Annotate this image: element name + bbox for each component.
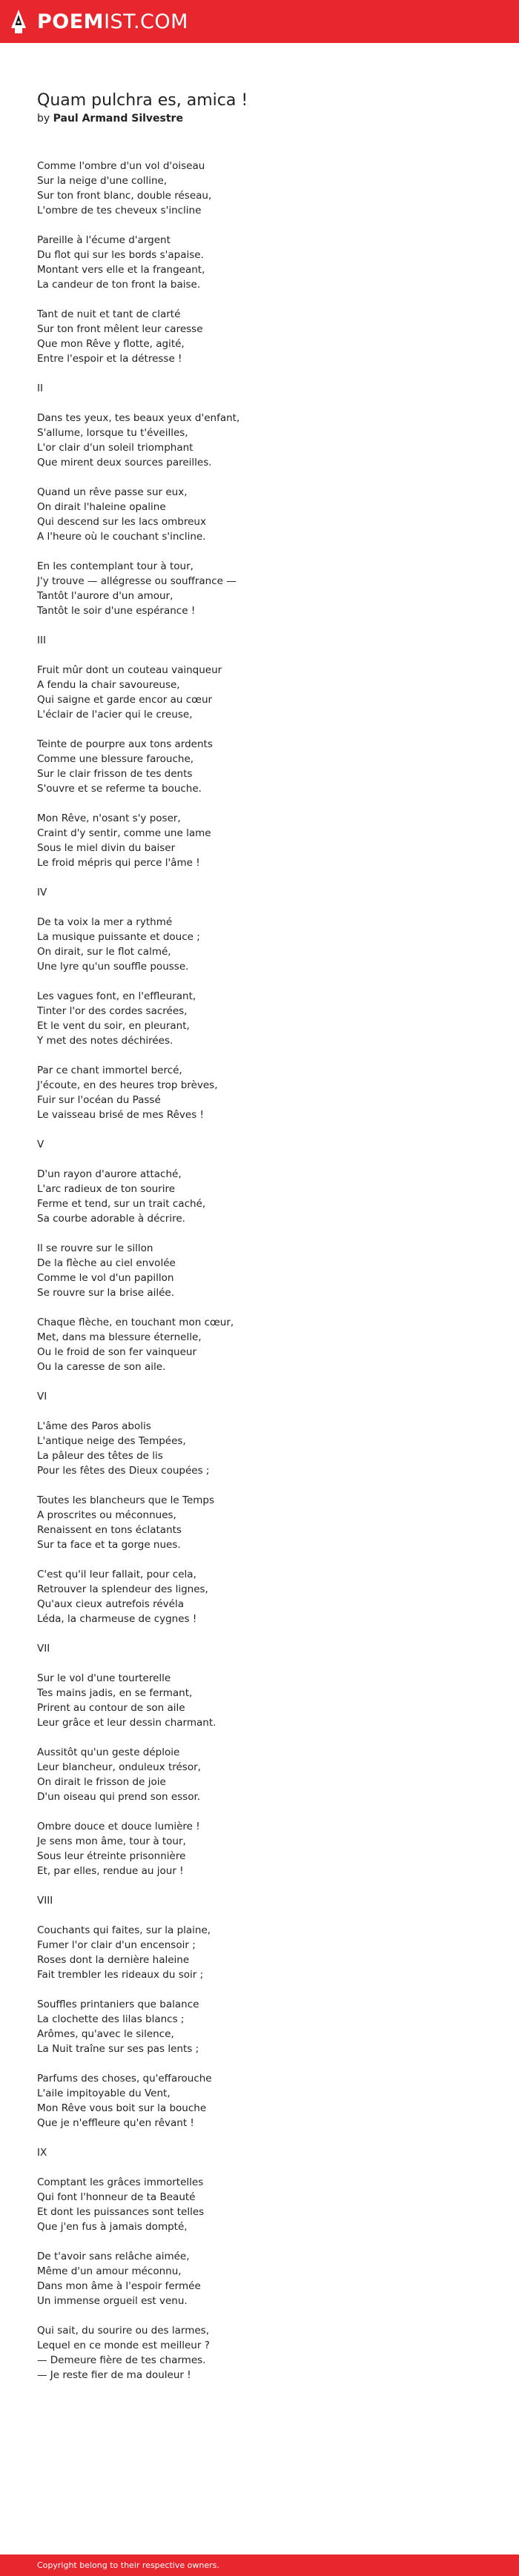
stanza (37, 559, 482, 618)
poem-line: Ou la caresse de son aile. (37, 1361, 166, 1373)
poem-line: Fruit mûr dont un couteau vainqueur (37, 664, 222, 676)
poem-line: S'allume, lorsque tu t'éveilles, (37, 427, 188, 439)
poem-line: Ou le froid de son fer vainqueur (37, 1346, 197, 1358)
poem-line: Comme une blessure farouche, (37, 753, 194, 765)
poem-line: Renaissent en tons éclatants (37, 1524, 182, 1536)
stanza (37, 411, 482, 470)
poem-line: L'or clair d'un soleil triomphant (37, 442, 194, 454)
poem-line: Dans mon âme à l'espoir fermée (37, 2280, 201, 2292)
poem-line: Y met des notes déchirées. (37, 1035, 173, 1047)
poem-line: Un immense orgueil est venu. (37, 2295, 188, 2307)
poem-line: Teinte de pourpre aux tons ardents (37, 738, 213, 750)
poem-line: On dirait, sur le flot calmé, (37, 946, 171, 958)
poem-line: Pareille à l'écume d'argent (37, 234, 171, 246)
poem-line: L'arc radieux de ton sourire (37, 1183, 176, 1195)
poem-line: Se rouvre sur la brise ailée. (37, 1287, 174, 1299)
stanza (37, 1419, 482, 1478)
poem-line: Souffles printaniers que balance (37, 1999, 199, 2010)
poem-line: Ferme et tend, sur un trait caché, (37, 1198, 206, 1210)
poem-line: D'un oiseau qui prend son essor. (37, 1791, 201, 1803)
stanza (37, 307, 482, 366)
stanza (37, 2249, 482, 2308)
byline-label: by (37, 113, 50, 125)
poem-line: Sur la neige d'une colline, (37, 175, 168, 187)
section-number: IX (37, 2147, 47, 2159)
poem-line: L'antique neige des Tempées, (37, 1435, 186, 1447)
section-number: IV (37, 887, 47, 898)
section-number: II (37, 383, 43, 394)
poem-line: Roses dont la dernière haleine (37, 1954, 190, 1966)
poem-line: Parfums des choses, qu'effarouche (37, 2073, 212, 2085)
poem-line: L'éclair de l'acier qui le creuse, (37, 709, 193, 721)
section-number: VII (37, 1643, 50, 1655)
poem-line: Il se rouvre sur le sillon (37, 1242, 153, 1254)
poem-line: J'y trouve — allégresse ou souffrance — (37, 575, 237, 587)
poem-line: La candeur de ton front la baise. (37, 279, 201, 291)
poem-line: Le froid mépris qui perce l'âme ! (37, 857, 200, 869)
poem-line: A l'heure où le couchant s'incline. (37, 531, 206, 543)
stanza (37, 1567, 482, 1626)
poem-line: S'ouvre et se referme ta bouche. (37, 783, 202, 795)
poem-line: L'ombre de tes cheveux s'incline (37, 205, 202, 216)
stanza (37, 485, 482, 544)
logo-wordmark-bold: POEM (37, 10, 105, 33)
stanza (37, 1745, 482, 1804)
poem-line: Par ce chant immortel bercé, (37, 1064, 182, 1076)
stanza (37, 915, 482, 974)
section-number: V (37, 1139, 44, 1150)
poem-line: Ombre douce et douce lumière ! (37, 1821, 200, 1832)
stanza (37, 1923, 482, 1982)
poem-byline (37, 113, 482, 125)
poem-line: On dirait l'haleine opaline (37, 501, 166, 513)
stanza (37, 1167, 482, 1226)
poem-line: Sur ton front mêlent leur caresse (37, 323, 203, 335)
poem-line: Met, dans ma blessure éternelle, (37, 1331, 202, 1343)
poem-line: De t'avoir sans relâche aimée, (37, 2251, 190, 2262)
poem-line: Sous leur étreinte prisonnière (37, 1850, 186, 1862)
poem-line: La musique puissante et douce ; (37, 931, 200, 943)
stanza (37, 2175, 482, 2234)
poem-line: Comptant les grâces immortelles (37, 2176, 204, 2188)
poem-line: Fait trembler les rideaux du soir ; (37, 1969, 204, 1981)
poem-line: Mon Rêve, n'osant s'y poser, (37, 812, 181, 824)
stanza (37, 1997, 482, 2056)
poem-line: Sa courbe adorable à décrire. (37, 1213, 185, 1225)
site-header (0, 0, 519, 43)
poem-line: Tant de nuit et tant de clarté (37, 308, 181, 320)
stanza (37, 2323, 482, 2383)
poem-line: Montant vers elle et la frangeant, (37, 264, 205, 276)
section-number: VI (37, 1391, 47, 1403)
poem-line: Toutes les blancheurs que le Temps (37, 1494, 215, 1506)
poem-line: Les vagues font, en l'effleurant, (37, 990, 196, 1002)
poem-line: Que je n'effleure qu'en rêvant ! (37, 2117, 194, 2129)
poem-line: En les contemplant tour à tour, (37, 560, 194, 572)
poem-line: On dirait le frisson de joie (37, 1776, 166, 1788)
poem-line: Prirent au contour de son aile (37, 1702, 185, 1714)
poem-line: Pour les fêtes des Dieux coupées ; (37, 1465, 210, 1477)
poem-line: — Demeure fière de tes charmes. (37, 2354, 206, 2366)
poem-line: Sur le vol d'une tourterelle (37, 1672, 171, 1684)
poem-line: Léda, la charmeuse de cygnes ! (37, 1613, 197, 1625)
poem-line: De ta voix la mer a rythmé (37, 916, 173, 928)
poem-line: Fuir sur l'océan du Passé (37, 1094, 161, 1106)
poem-line: Le vaisseau brisé de mes Rêves ! (37, 1109, 204, 1121)
poem-line: Comme l'ombre d'un vol d'oiseau (37, 160, 205, 172)
poem-line: L'âme des Paros abolis (37, 1420, 151, 1432)
poem-line: Tantôt l'aurore d'un amour, (37, 590, 173, 602)
poem-line: Je sens mon âme, tour à tour, (37, 1835, 186, 1847)
poem-line: Arômes, qu'avec le silence, (37, 2028, 174, 2040)
poem-line: Que mirent deux sources pareilles. (37, 457, 212, 468)
stanza (37, 737, 482, 796)
stanza (37, 1063, 482, 1122)
section-number: VIII (37, 1895, 53, 1907)
stanza (37, 1315, 482, 1374)
poem-line: Que mon Rêve y flotte, agité, (37, 338, 185, 350)
poem-line: Quand un rêve passe sur eux, (37, 486, 188, 498)
poem-line: Et dont les puissances sont telles (37, 2206, 205, 2218)
poem-line: A proscrites ou méconnues, (37, 1509, 176, 1521)
poem-line: Et le vent du soir, en pleurant, (37, 1020, 190, 1032)
poem-line: Qui saigne et garde encor au cœur (37, 694, 213, 706)
pen-nib-icon (10, 9, 27, 34)
logo-wordmark-light: IST.COM (104, 10, 188, 33)
poem-line: Craint d'y sentir, comme une lame (37, 827, 211, 839)
poem-line: Mon Rêve vous boit sur la bouche (37, 2102, 207, 2114)
poem-line: Comme le vol d'un papillon (37, 1272, 174, 1284)
logo-wordmark (37, 12, 188, 32)
poem-line: La Nuit traîne sur ses pas lents ; (37, 2043, 199, 2055)
poem-line: Fumer l'or clair d'un encensoir ; (37, 1939, 196, 1951)
poem-line: Tinter l'or des cordes sacrées, (37, 1005, 188, 1017)
poem-line: Retrouver la splendeur des lignes, (37, 1583, 208, 1595)
poem-line: Entre l'espoir et la détresse ! (37, 353, 182, 365)
poem-line: Qu'aux cieux autrefois révéla (37, 1598, 184, 1610)
stanza (37, 2071, 482, 2130)
poem-title: Quam pulchra es, amica ! (37, 91, 248, 110)
poem-line: Du flot qui sur les bords s'apaise. (37, 249, 204, 261)
poem-line: — Je reste fier de ma douleur ! (37, 2369, 191, 2381)
poem-line: Qui descend sur les lacs ombreux (37, 516, 206, 528)
poem-line: Couchants qui faites, sur la plaine, (37, 1924, 211, 1936)
poem-line: Dans tes yeux, tes beaux yeux d'enfant, (37, 412, 240, 424)
poem-line: De la flèche au ciel envolée (37, 1257, 176, 1269)
poem-line: Et, par elles, rendue au jour ! (37, 1865, 184, 1877)
poem-line: Leur grâce et leur dessin charmant. (37, 1717, 216, 1729)
site-footer (0, 2555, 519, 2576)
stanza (37, 1493, 482, 1552)
poem-line: Sur le clair frisson de tes dents (37, 768, 193, 780)
poem-line: Aussitôt qu'un geste déploie (37, 1746, 180, 1758)
poem-line: Qui font l'honneur de ta Beauté (37, 2191, 196, 2203)
poem-line: Une lyre qu'un souffle pousse. (37, 961, 189, 973)
poem-line: Tantôt le soir d'une espérance ! (37, 605, 196, 617)
poem-line: A fendu la chair savoureuse, (37, 679, 180, 691)
stanza (37, 1241, 482, 1300)
stanza (37, 811, 482, 870)
footer-copyright: Copyright belong to their respective owners. (37, 2560, 219, 2570)
poem-line: Leur blancheur, onduleux trésor, (37, 1761, 201, 1773)
section-number: III (37, 635, 46, 646)
poem-line: Sous le miel divin du baiser (37, 842, 176, 854)
stanza (37, 989, 482, 1048)
poem-line: J'écoute, en des heures trop brèves, (37, 1079, 218, 1091)
poem-line: C'est qu'il leur fallait, pour cela, (37, 1569, 196, 1580)
poem-line: Lequel en ce monde est meilleur ? (37, 2340, 210, 2351)
poem-body (37, 159, 482, 2383)
author-link[interactable]: Paul Armand Silvestre (53, 113, 183, 125)
poem-line: D'un rayon d'aurore attaché, (37, 1168, 182, 1180)
poem-line: Chaque flèche, en touchant mon cœur, (37, 1317, 234, 1328)
poem-line: La clochette des lilas blancs ; (37, 2013, 185, 2025)
poem-line: Qui sait, du sourire ou des larmes, (37, 2325, 209, 2337)
poem-content (0, 43, 519, 2383)
poem-line: Même d'un amour méconnu, (37, 2265, 182, 2277)
stanza (37, 159, 482, 218)
poem-line: Que j'en fus à jamais dompté, (37, 2221, 188, 2233)
poem-line: Tes mains jadis, en se fermant, (37, 1687, 193, 1699)
stanza (37, 663, 482, 722)
stanza (37, 1671, 482, 1730)
poem-line: La pâleur des têtes de lis (37, 1450, 163, 1462)
poem-line: L'aile impitoyable du Vent, (37, 2087, 171, 2099)
stanza (37, 233, 482, 292)
poem-line: Sur ta face et ta gorge nues. (37, 1539, 181, 1551)
stanza (37, 1819, 482, 1878)
site-logo[interactable] (10, 9, 188, 34)
poem-line: Sur ton front blanc, double réseau, (37, 190, 212, 202)
